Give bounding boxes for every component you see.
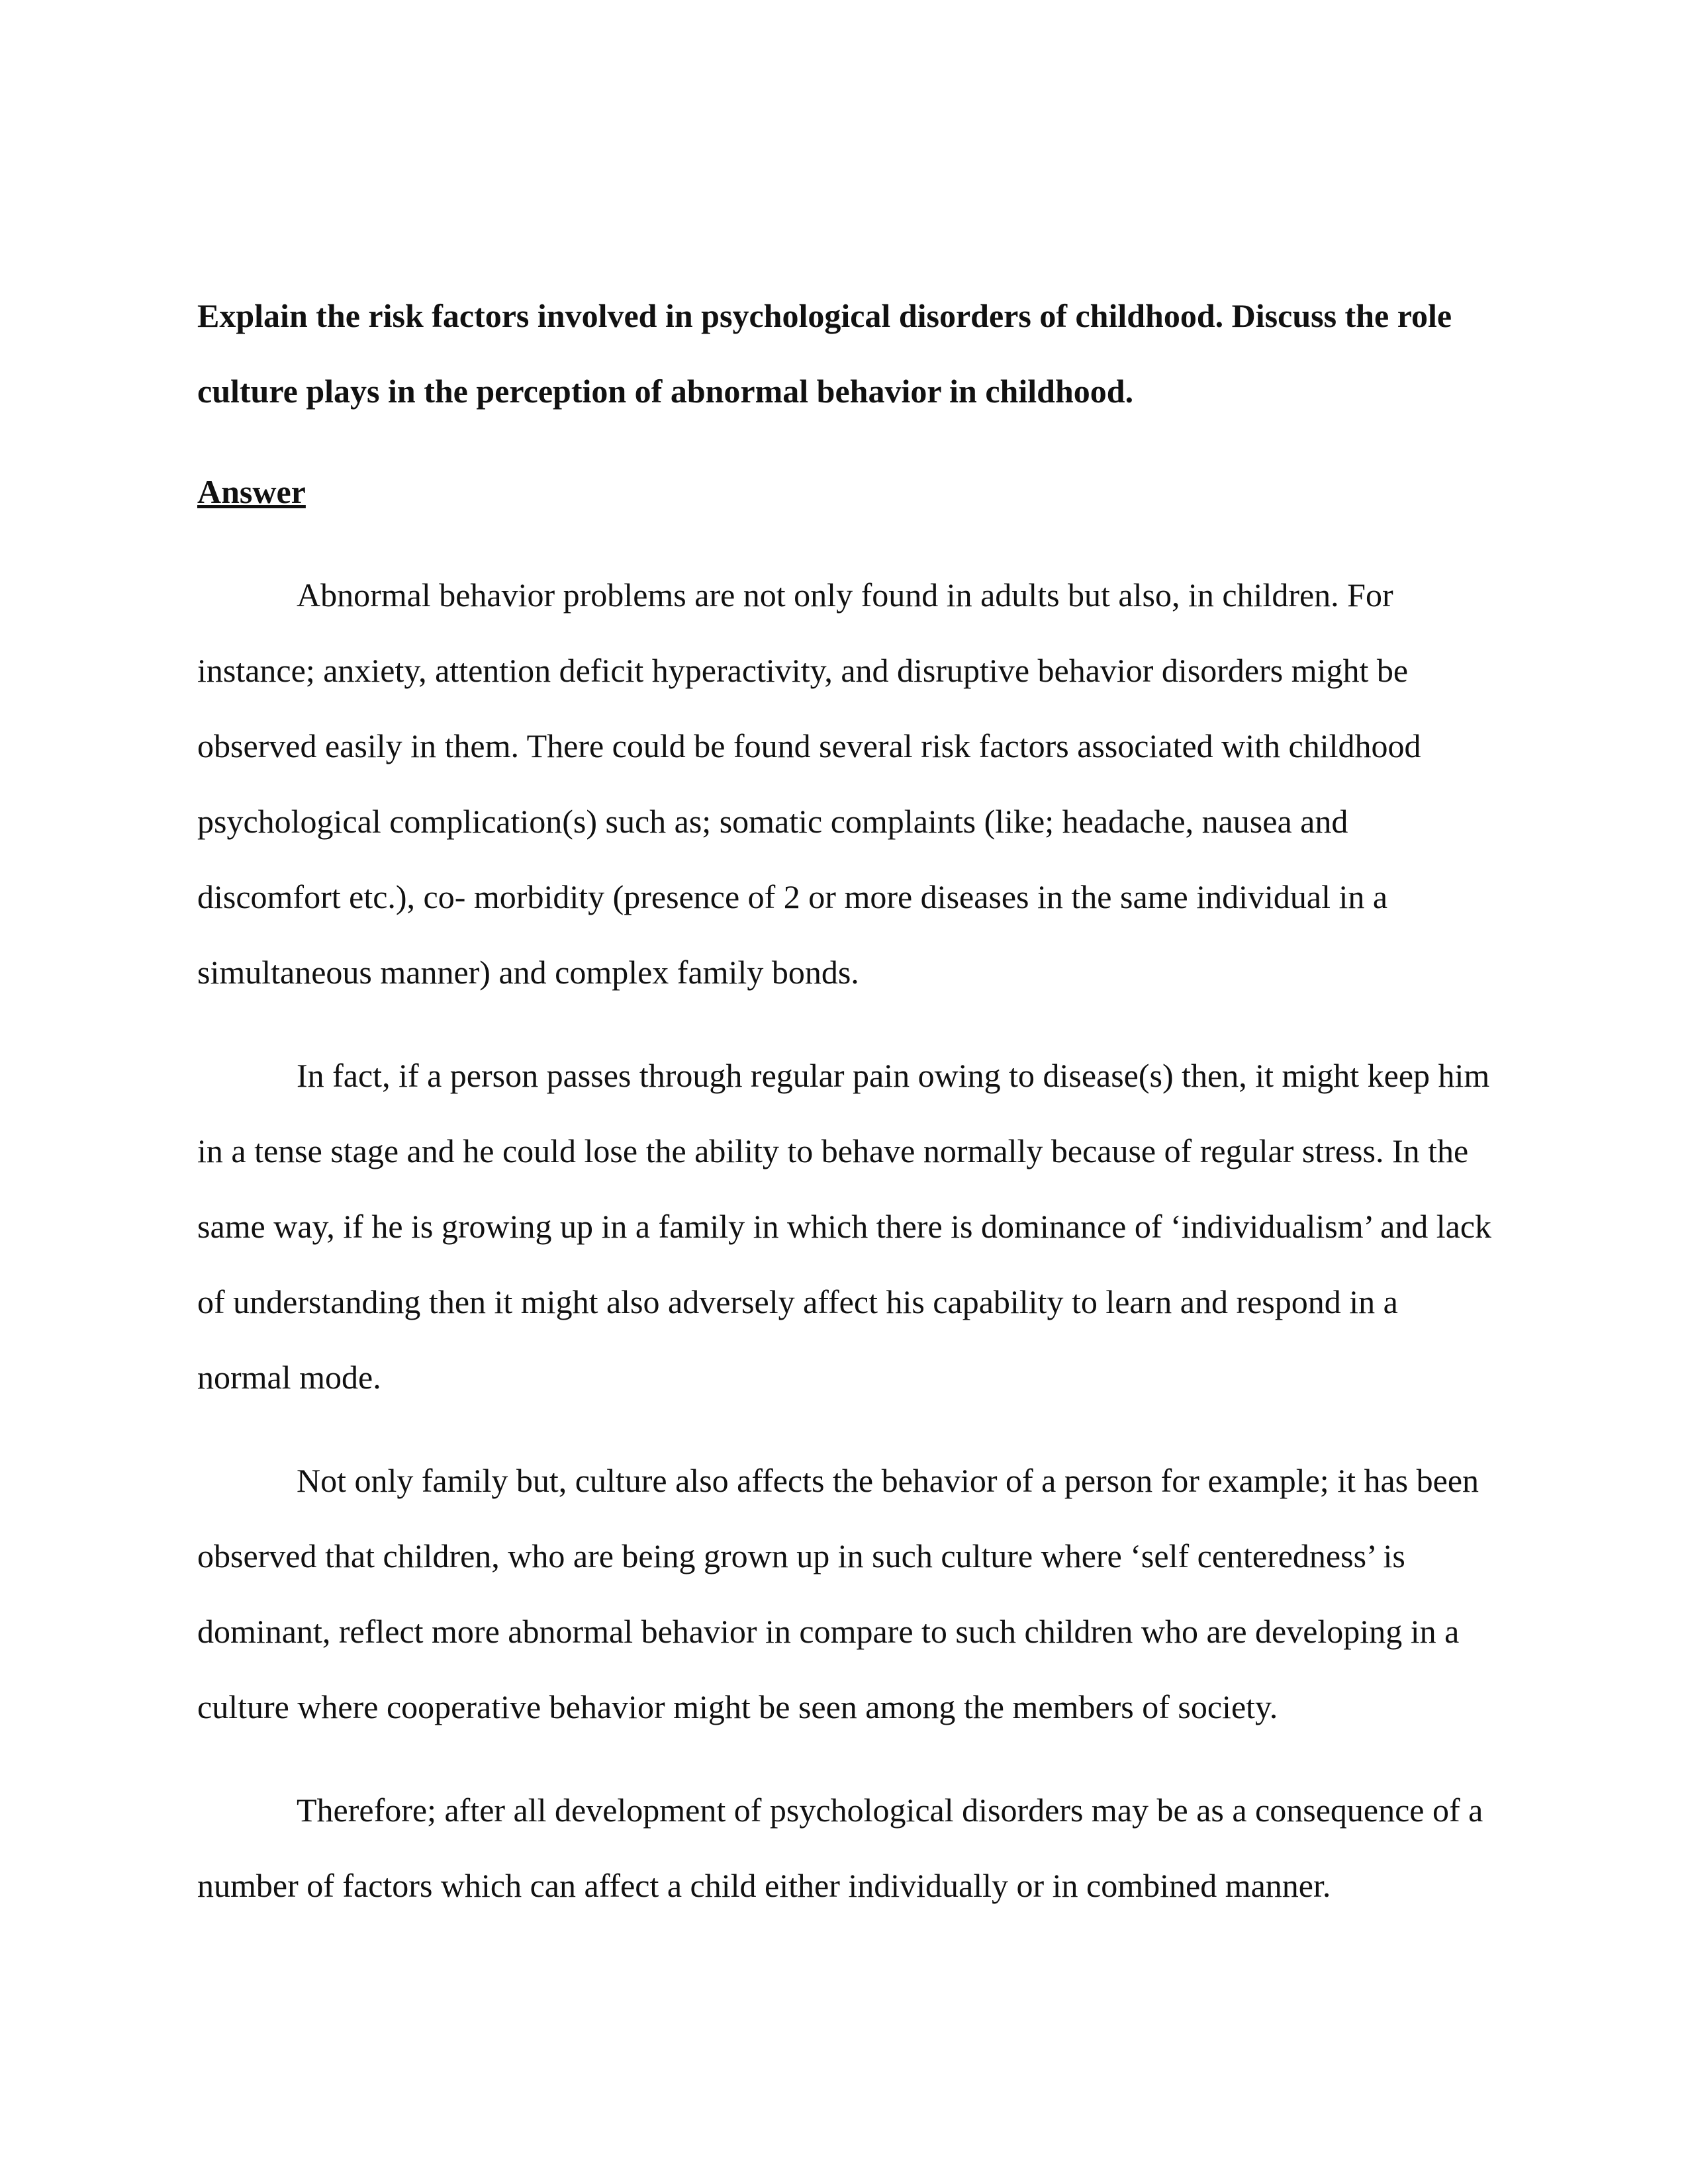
paragraph-1: Abnormal behavior problems are not only found in adults but also, in children. For instance; anxiety, attention deficit hyperactivity, and disruptive behavior disorders might be observed easily in them. There could be found several risk factors associated with childhood psychological complication(s) such as; somatic complaints (like; headache, nausea and discomfort etc.), co- morbidity (presence of 2 or more diseases in the same individual in a simultaneous manner) and complex family bonds. <box>197 576 1421 991</box>
question-heading: Explain the risk factors involved in psychological disorders of childhood. Discuss the role culture plays in the perception of abnormal behavior in childhood. <box>197 297 1452 410</box>
paragraph-3: Not only family but, culture also affects the behavior of a person for example; it has been observed that children, who are being grown up in such culture where ‘self centeredness’ is dominant, reflect more abnormal behavior in compare to such children who are developing in a culture where cooperative behavior might be seen among the members of society. <box>197 1462 1479 1725</box>
answer-heading: Answer <box>197 473 306 510</box>
paragraph-4: Therefore; after all development of psychological disorders may be as a consequence of a number of factors which can affect a child either individually or in combined manner. <box>197 1792 1483 1904</box>
document-body <box>197 278 1495 1923</box>
paragraph-2: In fact, if a person passes through regular pain owing to disease(s) then, it might keep him in a tense stage and he could lose the ability to behave normally because of regular stress. In the same way, if he is growing up in a family in which there is dominance of ‘individualism’ and lack of understanding then it might also adversely affect his capability to learn and respond in a normal mode. <box>197 1057 1492 1396</box>
